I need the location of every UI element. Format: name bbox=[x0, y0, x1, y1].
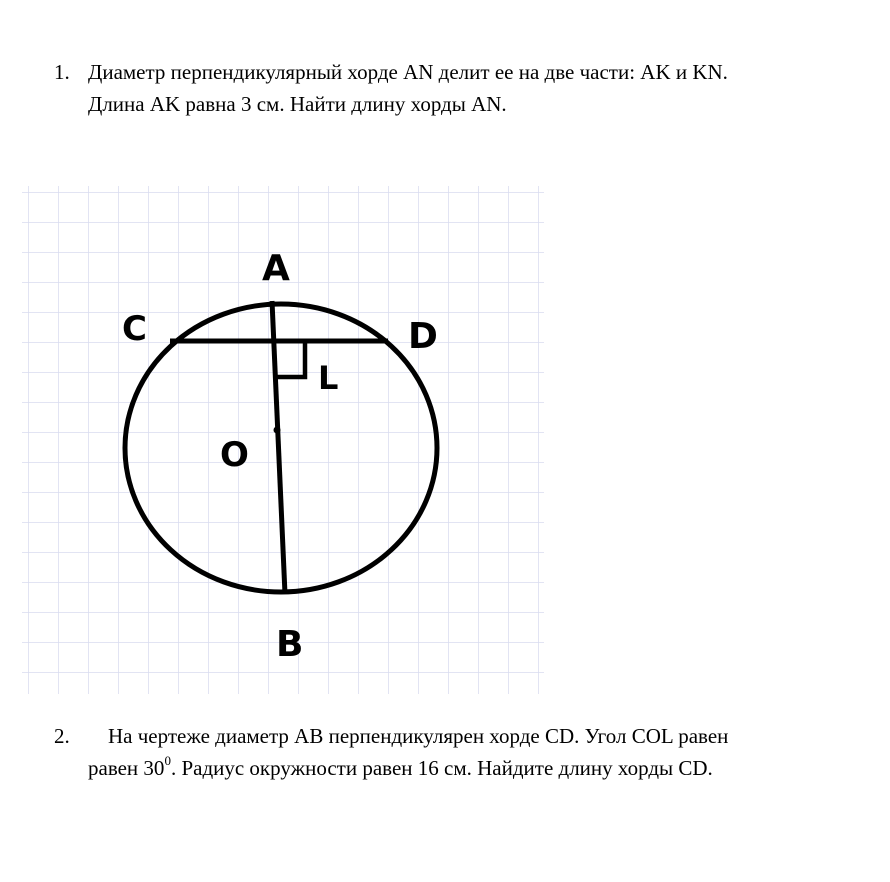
geometry-figure bbox=[22, 186, 550, 700]
problem-2-number: 2. bbox=[54, 724, 70, 748]
problem-2-line-2-end: . Радиус окружности равен 16 см. Найдите длину хорды CD. bbox=[170, 756, 713, 780]
problem-2-line-1: На чертеже диаметр AB перпендикулярен хорде CD. Угол COL равен bbox=[108, 724, 729, 748]
degree-superscript: 0 bbox=[164, 753, 171, 768]
problem-1-line-1: Диаметр перпендикулярный хорде AN делит ее на две части: AK и KN. bbox=[88, 60, 728, 84]
label-b: B bbox=[276, 624, 304, 665]
label-l: L bbox=[318, 359, 339, 397]
problem-1 bbox=[54, 56, 884, 120]
problem-2-line-2 bbox=[54, 752, 884, 784]
problem-2-line-2-start: равен 30 bbox=[88, 756, 165, 780]
problem-1-line-2: Длина AK равна 3 см. Найти длину хорды AN. bbox=[88, 92, 507, 116]
label-a: A bbox=[262, 248, 290, 289]
label-c: C bbox=[122, 309, 147, 349]
label-o: O bbox=[220, 435, 249, 475]
label-d: D bbox=[408, 316, 438, 357]
problem-1-number: 1. bbox=[54, 60, 70, 84]
center-point bbox=[274, 427, 281, 434]
problem-2 bbox=[54, 720, 884, 784]
